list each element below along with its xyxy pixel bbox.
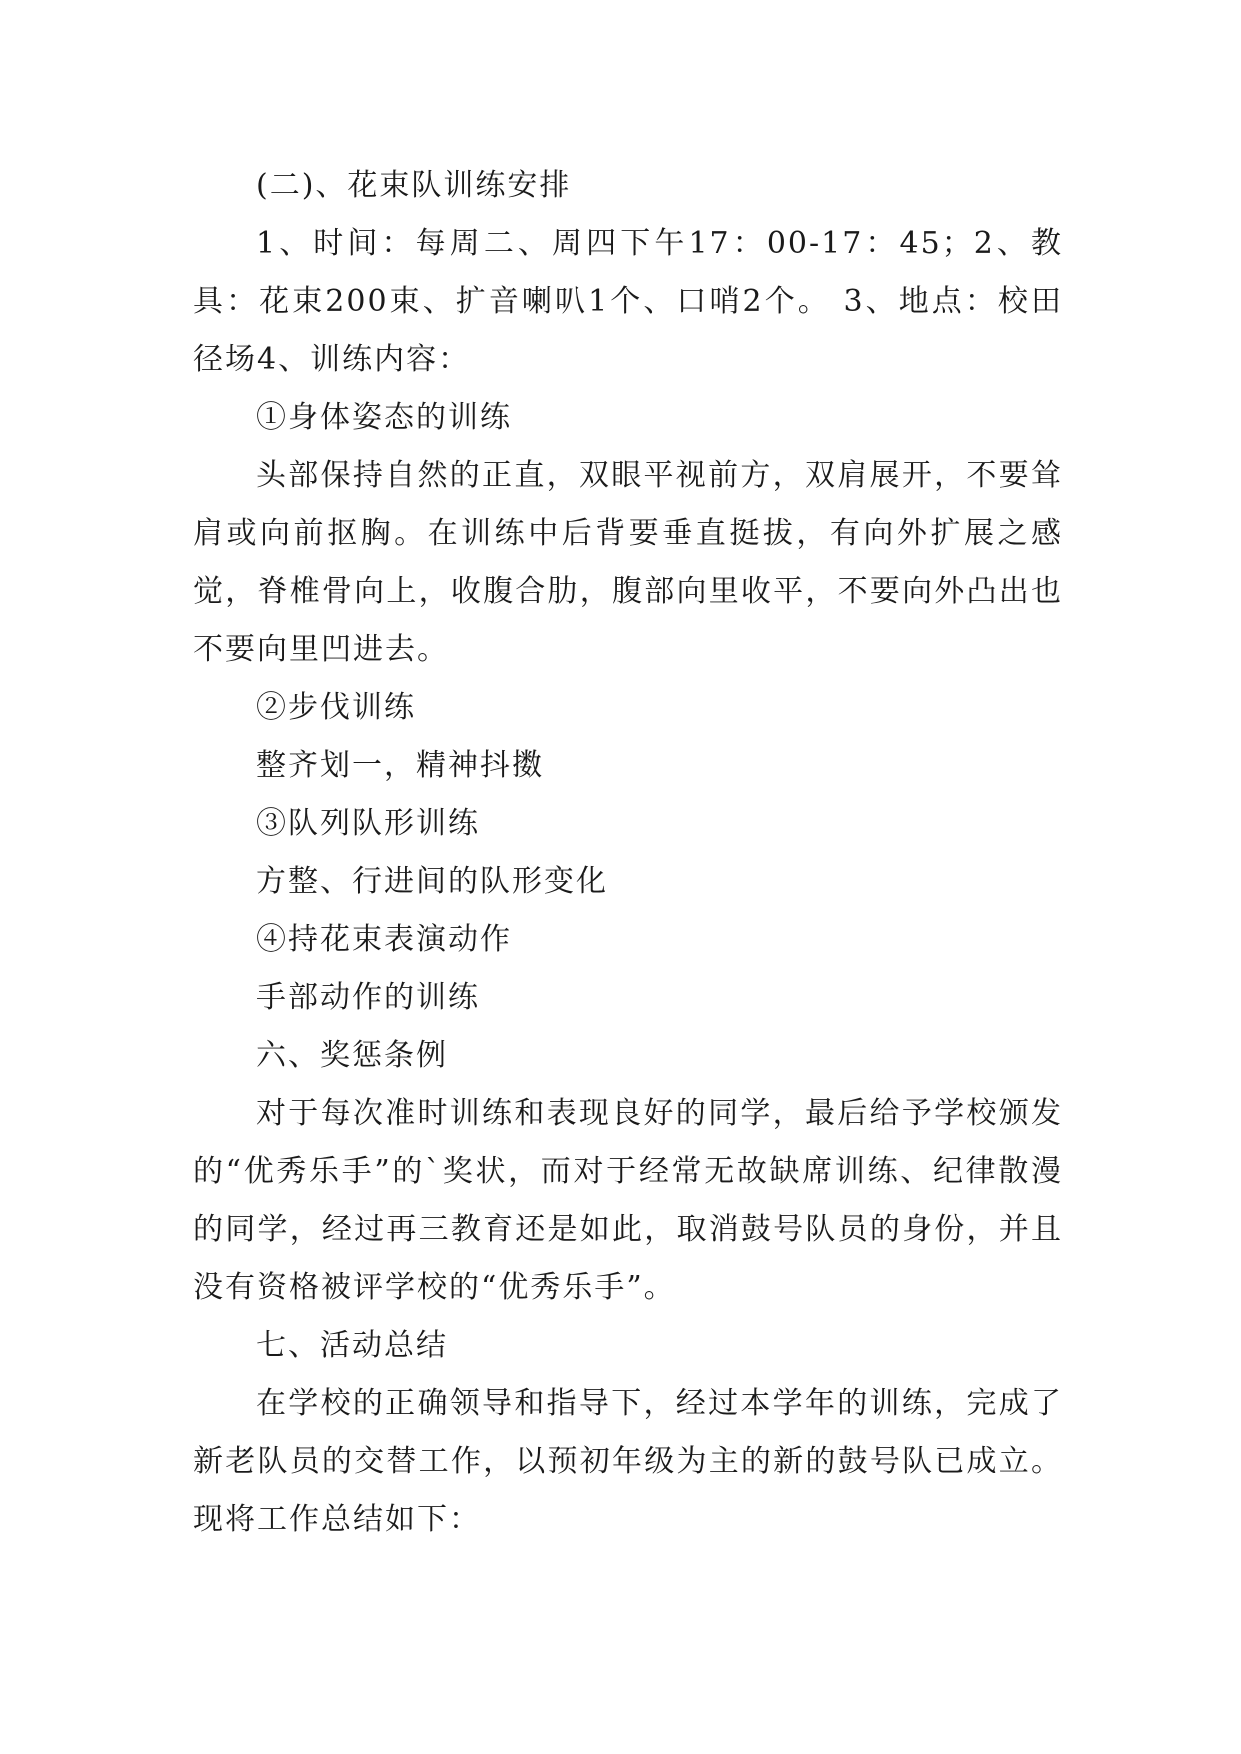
- posture-description-paragraph: 头部保持自然的正直，双眼平视前方，双肩展开，不要耸肩或向前抠胸。在训练中后背要垂直挺拔，有向外扩展之感觉，脊椎骨向上，收腹合肋，腹部向里收平，不要向外凸出也不要向里凹进去。: [193, 458, 1063, 667]
- section-heading-rewards: 六、奖惩条例: [256, 1038, 448, 1073]
- subheading-formation-training: ③队列队形训练: [256, 806, 480, 841]
- training-details-paragraph: 1、时间：每周二、周四下午17：00-17：45；2、教具：花束200束、扩音喇叭1个、口哨2个。 3、地点：校田径场4、训练内容：: [193, 226, 1063, 377]
- subheading-step-training: ②步伐训练: [256, 690, 416, 725]
- subheading-posture-training: ①身体姿态的训练: [256, 400, 512, 435]
- formation-description-paragraph: 方整、行进间的队形变化: [256, 864, 608, 899]
- summary-paragraph: 在学校的正确领导和指导下，经过本学年的训练，完成了新老队员的交替工作，以预初年级为主的新的鼓号队已成立。现将工作总结如下：: [193, 1386, 1063, 1537]
- step-description-paragraph: 整齐划一，精神抖擞: [256, 748, 544, 783]
- section-heading-summary: 七、活动总结: [256, 1328, 448, 1363]
- performance-description-paragraph: 手部动作的训练: [256, 980, 480, 1015]
- document-body: [193, 157, 1063, 1549]
- subheading-flower-performance: ④持花束表演动作: [256, 922, 512, 957]
- section-heading-flower-team: (二)、花束队训练安排: [256, 168, 572, 203]
- rewards-paragraph: 对于每次准时训练和表现良好的同学，最后给予学校颁发的“优秀乐手”的`奖状，而对于经常无故缺席训练、纪律散漫的同学，经过再三教育还是如此，取消鼓号队员的身份，并且没有资格被评学校的“优秀乐手”。: [193, 1096, 1063, 1305]
